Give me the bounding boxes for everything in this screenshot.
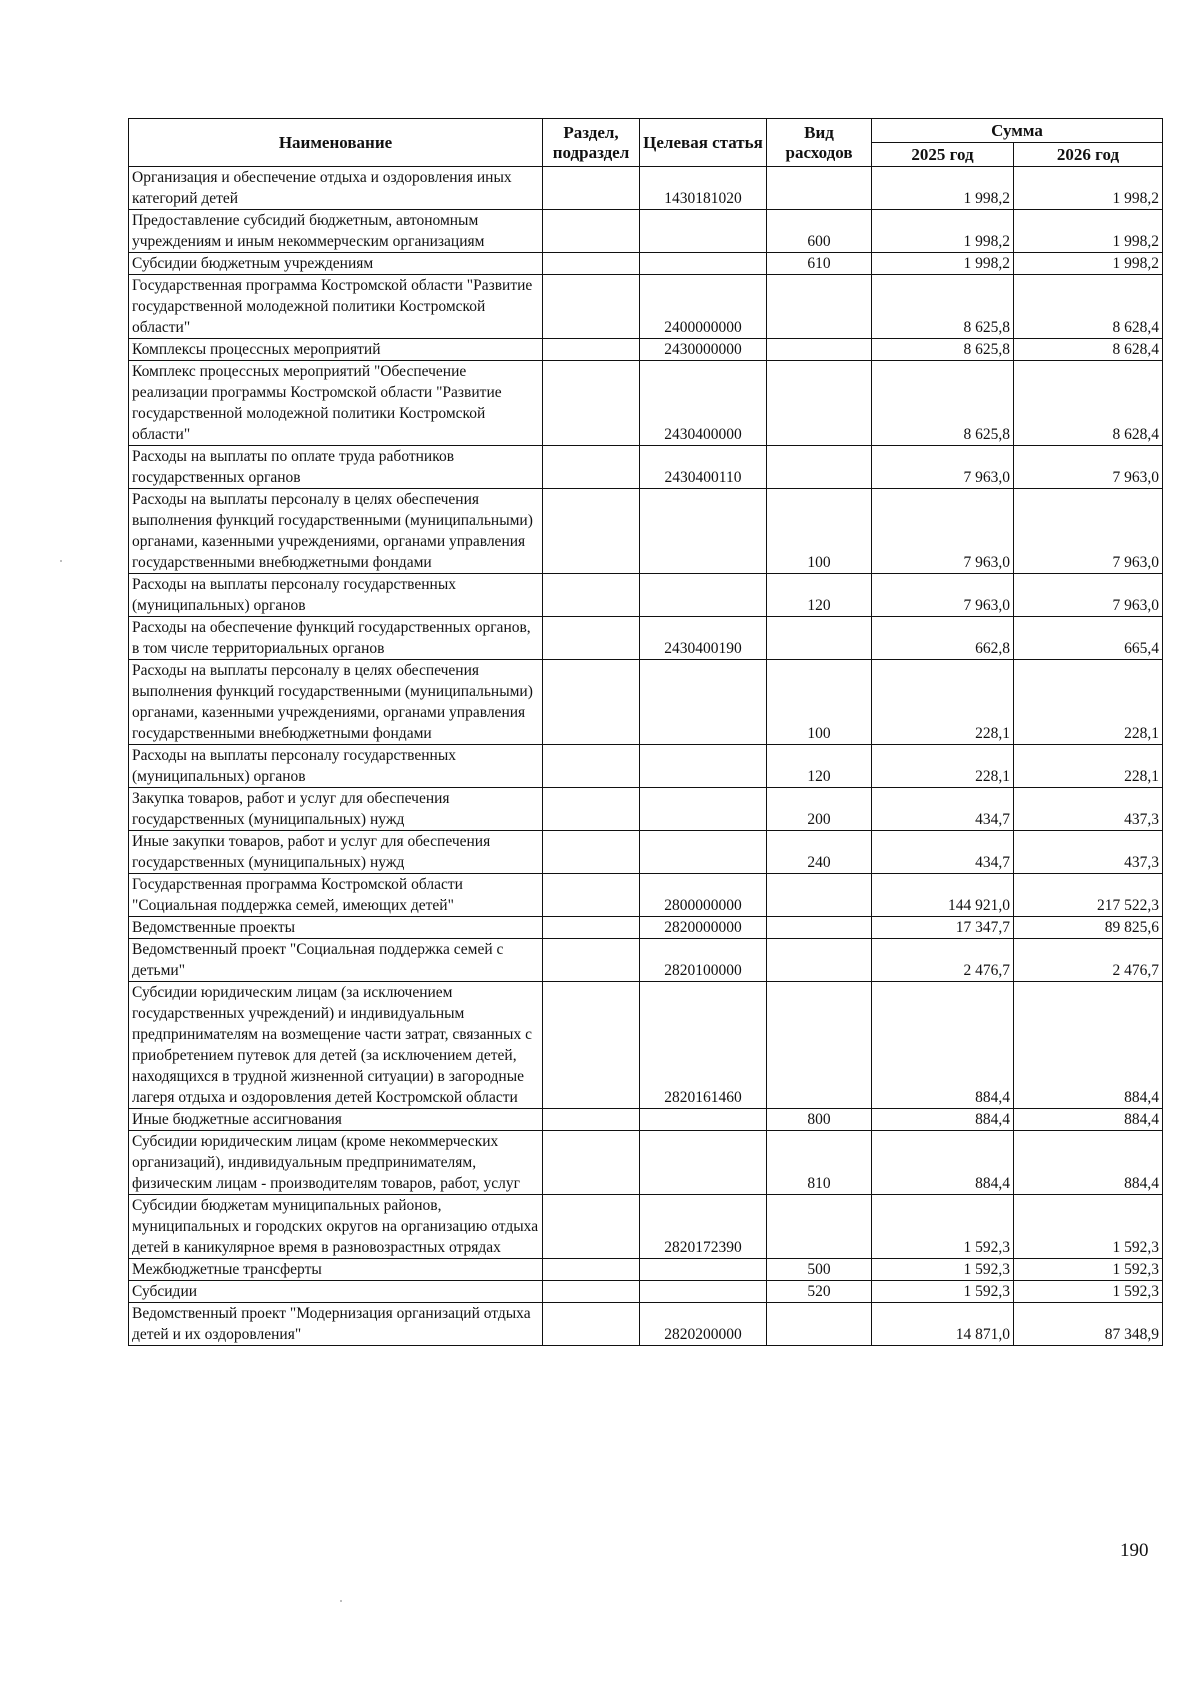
row-name: Ведомственный проект "Модернизация организаций отдыха детей и их оздоровления" — [129, 1303, 543, 1346]
table-row — [129, 1109, 1163, 1131]
table-row — [129, 361, 1163, 446]
row-sum-2025: 884,4 — [872, 1131, 1014, 1195]
row-expense-kind — [767, 982, 872, 1109]
row-target-article — [640, 1131, 767, 1195]
row-section — [543, 446, 640, 489]
row-target-article: 2800000000 — [640, 874, 767, 917]
row-name: Межбюджетные трансферты — [129, 1259, 543, 1281]
row-section — [543, 874, 640, 917]
row-name: Иные закупки товаров, работ и услуг для обеспечения государственных (муниципальных) нужд — [129, 831, 543, 874]
row-expense-kind: 100 — [767, 489, 872, 574]
row-name: Расходы на выплаты персоналу государственных (муниципальных) органов — [129, 745, 543, 788]
row-target-article: 2820200000 — [640, 1303, 767, 1346]
budget-table — [128, 118, 1163, 1346]
row-target-article — [640, 574, 767, 617]
scan-speck — [60, 560, 62, 562]
row-sum-2025: 2 476,7 — [872, 939, 1014, 982]
row-section — [543, 1131, 640, 1195]
row-sum-2026: 228,1 — [1014, 660, 1163, 745]
row-expense-kind — [767, 446, 872, 489]
row-expense-kind: 500 — [767, 1259, 872, 1281]
row-section — [543, 574, 640, 617]
row-sum-2026: 217 522,3 — [1014, 874, 1163, 917]
row-sum-2026: 8 628,4 — [1014, 275, 1163, 339]
row-sum-2026: 7 963,0 — [1014, 574, 1163, 617]
row-name: Расходы на выплаты персоналу в целях обеспечения выполнения функций государственными (муниципальными) органами, казенными учреждениями, органами управления государственными внебюджетными фондами — [129, 660, 543, 745]
row-name: Субсидии юридическим лицам (за исключением государственных учреждений) и индивидуальным предпринимателям на возмещение части затрат, связанных с приобретением путевок для детей (за исключением детей, находящихся в трудной жизненной ситуации) в загородные лагеря отдыха и оздоровления детей Костромской области — [129, 982, 543, 1109]
row-target-article: 2430400190 — [640, 617, 767, 660]
row-name: Ведомственный проект "Социальная поддержка семей с детьми" — [129, 939, 543, 982]
row-target-article — [640, 660, 767, 745]
row-target-article: 2430000000 — [640, 339, 767, 361]
row-expense-kind: 600 — [767, 210, 872, 253]
row-sum-2025: 1 592,3 — [872, 1195, 1014, 1259]
row-name: Организация и обеспечение отдыха и оздоровления иных категорий детей — [129, 167, 543, 210]
row-sum-2026: 884,4 — [1014, 982, 1163, 1109]
row-sum-2026: 89 825,6 — [1014, 917, 1163, 939]
row-name: Субсидии бюджетным учреждениям — [129, 253, 543, 275]
row-expense-kind — [767, 617, 872, 660]
row-sum-2025: 7 963,0 — [872, 574, 1014, 617]
row-expense-kind — [767, 874, 872, 917]
row-sum-2025: 8 625,8 — [872, 361, 1014, 446]
row-sum-2025: 884,4 — [872, 982, 1014, 1109]
row-section — [543, 253, 640, 275]
header-kind: Вид расходов — [767, 119, 872, 167]
row-sum-2026: 7 963,0 — [1014, 489, 1163, 574]
table-row — [129, 339, 1163, 361]
row-section — [543, 361, 640, 446]
row-expense-kind — [767, 939, 872, 982]
row-sum-2025: 8 625,8 — [872, 275, 1014, 339]
row-sum-2026: 437,3 — [1014, 788, 1163, 831]
row-section — [543, 1195, 640, 1259]
row-sum-2025: 14 871,0 — [872, 1303, 1014, 1346]
row-section — [543, 745, 640, 788]
row-sum-2026: 884,4 — [1014, 1131, 1163, 1195]
table-row — [129, 489, 1163, 574]
row-target-article — [640, 1281, 767, 1303]
row-section — [543, 917, 640, 939]
row-sum-2026: 228,1 — [1014, 745, 1163, 788]
row-sum-2026: 665,4 — [1014, 617, 1163, 660]
row-name: Субсидии — [129, 1281, 543, 1303]
row-target-article — [640, 831, 767, 874]
row-target-article — [640, 210, 767, 253]
row-target-article — [640, 788, 767, 831]
table-row — [129, 788, 1163, 831]
row-expense-kind: 520 — [767, 1281, 872, 1303]
scan-speck — [340, 1600, 342, 1602]
row-name: Расходы на обеспечение функций государственных органов, в том числе территориальных органов — [129, 617, 543, 660]
table-row — [129, 617, 1163, 660]
row-sum-2026: 7 963,0 — [1014, 446, 1163, 489]
row-expense-kind — [767, 275, 872, 339]
row-sum-2026: 8 628,4 — [1014, 361, 1163, 446]
row-name: Субсидии юридическим лицам (кроме некоммерческих организаций), индивидуальным предпринимателям, физическим лицам - производителям товаров, работ, услуг — [129, 1131, 543, 1195]
page-number: 190 — [1120, 1540, 1149, 1561]
table-row — [129, 1281, 1163, 1303]
budget-page — [128, 118, 1162, 1346]
row-section — [543, 275, 640, 339]
row-sum-2025: 228,1 — [872, 660, 1014, 745]
row-name: Предоставление субсидий бюджетным, автономным учреждениям и иным некоммерческим организациям — [129, 210, 543, 253]
header-sum: Сумма — [872, 119, 1163, 143]
row-sum-2025: 1 592,3 — [872, 1259, 1014, 1281]
row-target-article: 2430400110 — [640, 446, 767, 489]
table-row — [129, 1259, 1163, 1281]
row-sum-2025: 1 998,2 — [872, 253, 1014, 275]
row-section — [543, 982, 640, 1109]
row-sum-2025: 228,1 — [872, 745, 1014, 788]
row-section — [543, 1259, 640, 1281]
row-section — [543, 210, 640, 253]
row-name: Расходы на выплаты персоналу в целях обеспечения выполнения функций государственными (муниципальными) органами, казенными учреждениями, органами управления государственными внебюджетными фондами — [129, 489, 543, 574]
table-row — [129, 982, 1163, 1109]
table-row — [129, 446, 1163, 489]
row-name: Иные бюджетные ассигнования — [129, 1109, 543, 1131]
row-name: Расходы на выплаты персоналу государственных (муниципальных) органов — [129, 574, 543, 617]
row-target-article — [640, 253, 767, 275]
header-year-2025: 2025 год — [872, 143, 1014, 167]
row-sum-2025: 7 963,0 — [872, 446, 1014, 489]
row-sum-2026: 1 998,2 — [1014, 210, 1163, 253]
row-sum-2025: 8 625,8 — [872, 339, 1014, 361]
row-section — [543, 660, 640, 745]
row-expense-kind — [767, 1303, 872, 1346]
row-expense-kind: 810 — [767, 1131, 872, 1195]
row-section — [543, 489, 640, 574]
row-name: Закупка товаров, работ и услуг для обеспечения государственных (муниципальных) нужд — [129, 788, 543, 831]
row-sum-2025: 434,7 — [872, 788, 1014, 831]
table-row — [129, 167, 1163, 210]
row-expense-kind — [767, 167, 872, 210]
row-sum-2025: 434,7 — [872, 831, 1014, 874]
row-section — [543, 339, 640, 361]
row-sum-2026: 884,4 — [1014, 1109, 1163, 1131]
header-name: Наименование — [129, 119, 543, 167]
row-sum-2025: 1 998,2 — [872, 167, 1014, 210]
row-target-article — [640, 489, 767, 574]
row-sum-2026: 87 348,9 — [1014, 1303, 1163, 1346]
row-target-article — [640, 1259, 767, 1281]
row-target-article: 1430181020 — [640, 167, 767, 210]
row-expense-kind — [767, 917, 872, 939]
row-expense-kind — [767, 361, 872, 446]
row-sum-2025: 884,4 — [872, 1109, 1014, 1131]
row-expense-kind: 100 — [767, 660, 872, 745]
header-year-2026: 2026 год — [1014, 143, 1163, 167]
row-name: Ведомственные проекты — [129, 917, 543, 939]
row-sum-2026: 8 628,4 — [1014, 339, 1163, 361]
table-row — [129, 1131, 1163, 1195]
row-sum-2026: 1 592,3 — [1014, 1281, 1163, 1303]
row-section — [543, 831, 640, 874]
table-row — [129, 574, 1163, 617]
row-target-article: 2430400000 — [640, 361, 767, 446]
row-sum-2026: 1 592,3 — [1014, 1195, 1163, 1259]
row-expense-kind: 200 — [767, 788, 872, 831]
row-section — [543, 939, 640, 982]
row-target-article: 2820100000 — [640, 939, 767, 982]
row-sum-2026: 1 998,2 — [1014, 253, 1163, 275]
row-expense-kind: 240 — [767, 831, 872, 874]
table-row — [129, 831, 1163, 874]
table-row — [129, 275, 1163, 339]
row-expense-kind: 610 — [767, 253, 872, 275]
header-target: Целевая статья — [640, 119, 767, 167]
row-sum-2025: 662,8 — [872, 617, 1014, 660]
table-row — [129, 939, 1163, 982]
row-section — [543, 1303, 640, 1346]
table-row — [129, 1303, 1163, 1346]
row-sum-2026: 437,3 — [1014, 831, 1163, 874]
row-sum-2025: 17 347,7 — [872, 917, 1014, 939]
row-sum-2025: 1 998,2 — [872, 210, 1014, 253]
row-section — [543, 788, 640, 831]
row-section — [543, 617, 640, 660]
row-name: Расходы на выплаты по оплате труда работников государственных органов — [129, 446, 543, 489]
row-target-article — [640, 745, 767, 788]
table-row — [129, 253, 1163, 275]
row-expense-kind — [767, 1195, 872, 1259]
table-row — [129, 660, 1163, 745]
row-name: Субсидии бюджетам муниципальных районов, муниципальных и городских округов на организацию отдыха детей в каникулярное время в разновозрастных отрядах — [129, 1195, 543, 1259]
table-row — [129, 1195, 1163, 1259]
row-sum-2026: 1 592,3 — [1014, 1259, 1163, 1281]
row-name: Комплекс процессных мероприятий "Обеспечение реализации программы Костромской области "Развитие государственной молодежной политики Костромской области" — [129, 361, 543, 446]
row-section — [543, 167, 640, 210]
row-sum-2025: 144 921,0 — [872, 874, 1014, 917]
table-row — [129, 745, 1163, 788]
row-expense-kind: 800 — [767, 1109, 872, 1131]
row-sum-2025: 7 963,0 — [872, 489, 1014, 574]
row-sum-2026: 2 476,7 — [1014, 939, 1163, 982]
row-target-article: 2400000000 — [640, 275, 767, 339]
row-name: Государственная программа Костромской области "Развитие государственной молодежной политики Костромской области" — [129, 275, 543, 339]
row-target-article: 2820000000 — [640, 917, 767, 939]
row-sum-2025: 1 592,3 — [872, 1281, 1014, 1303]
row-name: Государственная программа Костромской области "Социальная поддержка семей, имеющих детей" — [129, 874, 543, 917]
row-sum-2026: 1 998,2 — [1014, 167, 1163, 210]
table-body — [129, 167, 1163, 1346]
table-row — [129, 210, 1163, 253]
row-section — [543, 1109, 640, 1131]
row-expense-kind: 120 — [767, 745, 872, 788]
header-section: Раздел, подраздел — [543, 119, 640, 167]
row-name: Комплексы процессных мероприятий — [129, 339, 543, 361]
row-expense-kind: 120 — [767, 574, 872, 617]
row-target-article: 2820161460 — [640, 982, 767, 1109]
row-section — [543, 1281, 640, 1303]
row-target-article: 2820172390 — [640, 1195, 767, 1259]
row-target-article — [640, 1109, 767, 1131]
table-row — [129, 917, 1163, 939]
row-expense-kind — [767, 339, 872, 361]
table-row — [129, 874, 1163, 917]
